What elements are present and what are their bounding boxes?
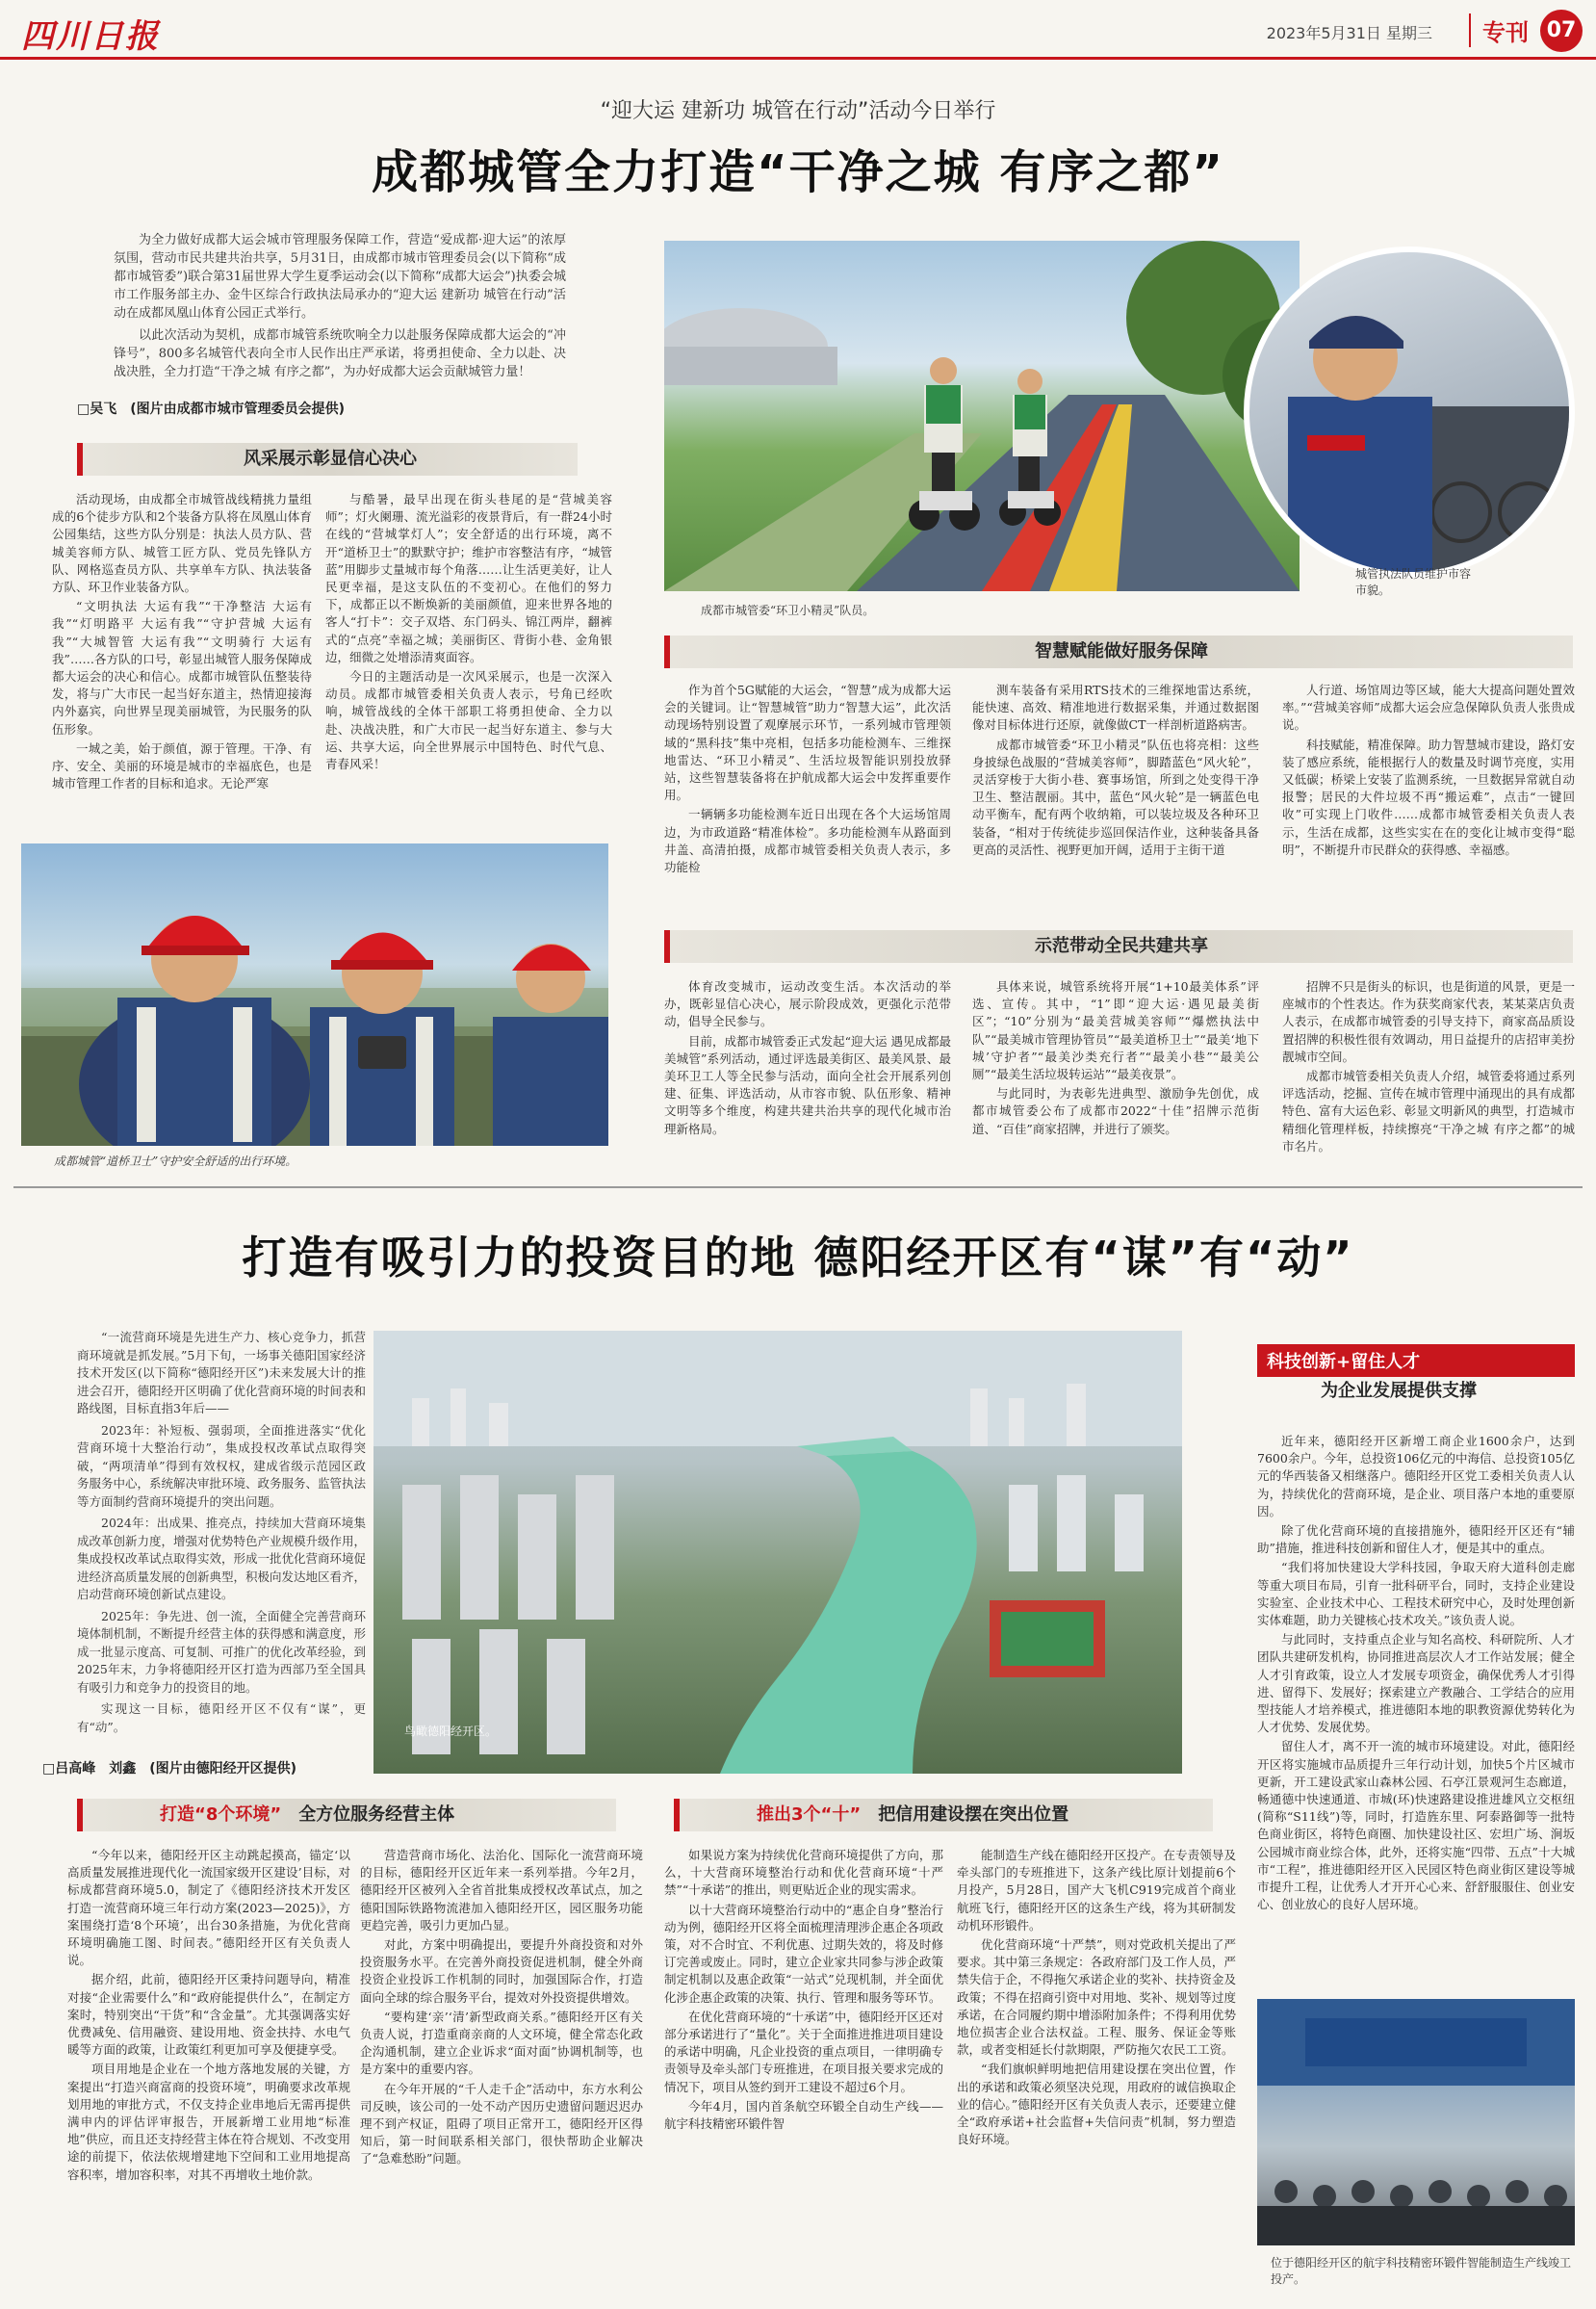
paragraph: 科技赋能，精准保障。助力智慧城市建设，路灯安装了感应系统，能根据行人的数量及时调节亮度，实用又低碳；桥梁上安装了监测系统，一旦数据异常就自动报警；居民的大件垃圾不再“搬运难”，点击“一键回收”可实现上门收件……成都市城管委相关负责人表示，生活在成都，这些实实在在的变化让城市变得“聪明”，不断提升市民群众的获得感、幸福感。	[1282, 737, 1575, 857]
side-title-black: 为企业发展提供支撑	[1321, 1381, 1477, 1401]
paragraph: 活动现场，由成都全市城管战线精挑力量组成的6个徒步方队和2个装备方队将在凤凰山体育公园集结，这些方队分别是：执法人员方队、营城美容师方队、城管工匠方队、党员先锋队方队、网格巡查员方队、共享单车方队、执法装备方队、环卫作业装备方队。	[52, 492, 312, 595]
caption-road-workers: 成都城管“道桥卫士”守护安全舒适的出行环境。	[54, 1154, 297, 1168]
paragraph: 以十大营商环境整治行动中的“惠企自身”整治行动为例，德阳经开区将全面梳理清理涉企惠企各项政策，对不合时宜、不利优惠、过期失效的，将及时修订完善或废止。同时，建立企业家共同参与涉企政策制定机制以及惠企政策“一站式”兑现机制，并全面优化涉企惠企政策的决策、执行、管理和服务等环节。	[664, 1902, 943, 2005]
officer-illustration	[1249, 252, 1569, 572]
article1-col6	[664, 978, 951, 1167]
paragraph: 营造营商市场化、法治化、国际化一流营商环境的目标，德阳经开区近年来一系列举措。今年2月，德阳经开区被列入全省首批集成授权改革试点，加之德阳国际铁路物流港加入德阳经开区，园区服务功能更趋完善，吸引力更加凸显。	[360, 1848, 643, 1933]
paragraph: 除了优化营商环境的直接措施外，德阳经开区还有“辅助”措施，推进科技创新和留住人才，便是其中的重点。	[1257, 1523, 1575, 1556]
section-head-red: 打造“8个环境”	[160, 1804, 282, 1825]
section-head-zhihui: 智慧赋能做好服务保障	[664, 636, 1573, 668]
paragraph: 一城之美，始于颜值，源于管理。干净、有序、安全、美丽的环境是城市的幸福底色，也是城市管理工作者的目标和追求。无论严寒	[52, 740, 312, 791]
article1-lead	[114, 231, 566, 395]
paragraph: 项目用地是企业在一个地方落地发展的关键，方案提出“打造兴商富商的投资环境”，明确要求改革规划用地的审批方式，不仅支持企业串地后无需再提供满申内的评估评审报告，开展新增工业用地“标准地”供应，而且还支持经营主体在符合规划、不改变用途的前提下，依法依规增建地下空间和工业用地提高容积率，增加容积率，对其不再增收土地价款。	[67, 2062, 350, 2182]
lead-paragraph: 以此次活动为契机，成都市城管系统吹响全力以赴服务保障成都大运会的“冲锋号”，800多名城管代表向全市人民作出庄严承诺，将勇担使命、全力以赴、决战决胜，全力打造“干净之城 有序之都”，为办好成都大运会贡献城管力量！	[114, 328, 566, 379]
caption-aerial: 鸟瞰德阳经开区。	[404, 1725, 498, 1738]
article2-col2	[360, 1847, 643, 2297]
paragraph: 测车装备有采用RTS技术的三维探地雷达系统，能快速、高效、精准地进行数据采集，并通过数据图像对目标体进行还原，就像做CT一样剖析道路病害。	[972, 683, 1259, 733]
caption-segway-patrol: 成都市城管委“环卫小精灵”队员。	[701, 604, 875, 617]
paragraph: 今日的主题活动是一次风采展示，也是一次深入动员。成都市城管委相关负责人表示，号角已经吹响，城管战线的全体干部职工将勇担使命、全力以赴、决战决胜，和广大市民一起当好东道主、参与大运、共享大运，向全世界展示中国特色、时代气息、青春风采！	[325, 669, 612, 772]
article2-byline: □吕高峰 刘鑫 (图片由德阳经开区提供)	[42, 1761, 297, 1777]
paragraph: 留住人才，离不开一流的城市环境建设。对此，德阳经开区将实施城市品质提升三年行动计划，加快5个片区城市更新，开工建设武家山森林公园、石亭江景观河生态廊道，畅通德中快速通道、市城(环)快速路建设推进雄风立交枢纽(简称“S11线”)等，同时，打造旌东里、阿泰路御等一批特色商业街区，将特色商圈、加快建设社区、宏坦广场、涧坂公园城市商业综合体，此外，还将实施“四带、五点”十大城市“工程”，推进德阳经开区入民园区特色商业街区建设等城市提升工程，让优秀人才开开心心来、舒舒服服住、创业安心、创业放心的良好人居环境。	[1257, 1739, 1575, 1912]
section-head-fengcai: 风采展示彰显信心决心	[77, 443, 578, 476]
article1-byline: □吴飞 (图片由成都市城市管理委员会提供)	[77, 402, 346, 417]
section-tag: 专刊	[1469, 13, 1529, 47]
paragraph: 成都市城管委相关负责人介绍，城管委将通过系列评选活动，挖掘、宣传在城市管理中涌现出的具有成都特色、富有大运色彩、彰显文明新风的典型，打造城市精细化管理样板，持续擦亮“干净之城 有序之都”的城市名片。	[1282, 1069, 1575, 1154]
paragraph: 据介绍，此前，德阳经开区秉持问题导向，精准对接“企业需要什么”和“政府能提供什么”，在制定方案时，特别突出“干货”和“含金量”。尤其强调落实好优费减免、信用融资、建设用地、资金扶持、水电气暖等方面的政策，让政策红利更加可享及便捷享受。	[67, 1972, 350, 2058]
article1-headline: 成都城管全力打造“干净之城 有序之都”	[372, 145, 1224, 199]
paragraph: 与酷暑，最早出现在街头巷尾的是“营城美容师”；灯火阑珊、流光溢彩的夜景背后，有一群24小时在线的“营城掌灯人”；安全舒适的出行环境，离不开“道桥卫士”的默默守护；维护市容整洁有序，“城管蓝”用脚步丈量城市每个角落……让生活更美好，让人民更幸福，是这支队伍的不变初心。在他们的努力下，成都正以不断焕新的美丽颜值，迎来世界各地的客人“打卡”：交子双塔、东门码头、锦江两岸，翻裤式的“点亮”幸福之城；美丽街区、背街小巷、金角银边，细微之处增添清爽面容。	[325, 492, 612, 664]
article1-col8	[1282, 978, 1575, 1167]
article2-side-text	[1257, 1433, 1575, 1972]
article1-col4	[972, 682, 1259, 911]
paragraph: “我们将加快建设大学科技园，争取天府大道科创走廊等重大项目布局，引育一批科研平台，同时，支持企业建设实验室、企业技术中心、工程技术研究中心，及时处理创新实体难题，助力关键核心技术攻关。”该负责人说。	[1257, 1560, 1575, 1628]
aerial-illustration	[373, 1331, 1182, 1774]
paragraph: 具体来说，城管系统将开展“1+10最美体系”评选、宣传。其中，“1”即“迎大运·遇见最美街区”；“10”分别为“最美营城美容师”“爆燃执法中队”“最美城市管理协管员”“最美道桥卫士”“最美‘地下城’守护者”“最美沙类充行者”“最美小巷”“最美公厕”“最美生活垃圾转运站”“最美夜景”。	[972, 979, 1259, 1082]
article1-kicker: “迎大运 建新功 城管在行动”活动今日举行	[600, 99, 996, 123]
photo-inset-circle	[1244, 246, 1575, 578]
article2-col1	[67, 1847, 350, 2297]
paragraph: “文明执法 大运有我”“干净整洁 大运有我”“灯明路平 大运有我”“守护营城 大运有我”“大城智管 大运有我”“文明骑行 大运有我”……各方队的口号，彰显出城管人服务保障成都大运会的决心和信心。成都市城管队伍整装待发，将与广大市民一起当好东道主，热情迎接海内外嘉宾，向世界呈现美丽城管，为民服务的队伍形象。	[52, 599, 312, 737]
photo-aerial-deyang	[373, 1331, 1182, 1774]
lead-paragraph: 2024年：出成果、推亮点，持续加大营商环境集成改革创新力度，增强对优势特色产业规模升级作用，集成投权改革试点取得实效，形成一批优化营商环境促进经济高质量发展的创新典型，积极向发达地区看齐，启动营商环境创新试点建设。	[77, 1516, 366, 1601]
article1-col1	[52, 491, 312, 834]
paragraph: 在优化营商环境的“十承诺”中，德阳经开区还对部分承诺进行了“量化”。关于全面推进推进项目建设的承诺中明确，凡企业投资的重点项目，一律明确专责领导及牵头部门专班推进，在项目报关要求完成的情况下，项目从签约到开工建设不超过6个月。	[664, 2009, 943, 2094]
paragraph: “今年以来，德阳经开区主动跳起摸高，锚定‘以高质量发展推进现代化一流国家级开区建设’目标，对标成都营商环境5.0，制定了《德阳经济技术开发区打造一流营商环境三年行动方案(2023—2025)》，方案围绕打造‘8个环境’，出台30条措施，为优化营商环境明确施工图、时间表。”德阳经开区有关负责人说。	[67, 1848, 350, 1968]
article-divider	[13, 1186, 1583, 1188]
paragraph: 体育改变城市，运动改变生活。本次活动的举办，既彰显信心决心，展示阶段成效，更强化示范带动，倡导全民参与。	[664, 979, 951, 1029]
caption-factory: 位于德阳经开区的航宇科技精密环锻件智能制造生产线竣工投产。	[1271, 2256, 1572, 2286]
paragraph: 优化营商环境“十严禁”，则对党政机关提出了严要求。其中第三条规定：各政府部门及工作人员，严禁失信于企，不得拖欠承诺企业的奖补、扶持资金及政策；不得在招商引资中对用地、奖补、规划等过度承诺，在合同履约期中增添附加条件；不得利用优势地位损害企业合法权益。工程、服务、保证金等账款，或者变相延长付款期限，严防拖欠农民工工资。	[957, 1937, 1236, 2058]
page-number: 07	[1540, 10, 1583, 52]
article1-col3	[664, 682, 951, 911]
lead-paragraph: 为全力做好成都大运会城市管理服务保障工作，营造“爱成都·迎大运”的浓厚氛围，营动市民共建共治共享，5月31日，由成都市城市管理委员会(以下简称“成都市城管委”)联合第31届世界大学生夏季运动会(以下简称“成都大运会”)执委会城市工作服务部主办、金牛区综合行政执法局承办的“迎大运 建新功 城管在行动”活动在成都凤凰山体育公园正式举行。	[114, 233, 566, 321]
paragraph: “要构建‘亲’‘清’新型政商关系。”德阳经开区有关负责人说，打造重商亲商的人文环境，健全常态化政企沟通机制，建立企业诉求“面对面”协调机制等，也是方案中的重要内容。	[360, 2009, 643, 2077]
paragraph: 对此，方案中明确提出，要提升外商投资和对外投资服务水平。在完善外商投资促进机制，健全外商投资企业投诉工作机制的同时，加强国际合作，打造面向全球的综合服务平台，提效对外投资提供增效。	[360, 1937, 643, 2005]
paragraph: 与此同时，为表彰先进典型、激励争先创优，成都市城管委公布了成都市2022“十佳”招牌示范街道、“百佳”商家招牌，并进行了颁奖。	[972, 1086, 1259, 1136]
article1-col2	[325, 491, 612, 834]
paragraph: “我们旗帜鲜明地把信用建设摆在突出位置，作出的承诺和政策必须坚决兑现，用政府的诚信换取企业的信心。”德阳经开区有关负责人表示，还要建立健全“政府承诺+社会监督+失信问责”机制，努力塑造良好环境。	[957, 2062, 1236, 2147]
photo-factory-event	[1257, 1999, 1575, 2245]
masthead	[0, 0, 1596, 60]
section-head-shifan: 示范带动全民共建共享	[664, 930, 1573, 963]
caption-officer: 城管执法队员维护市容市貌。	[1355, 567, 1472, 597]
section-head-3-ten	[674, 1799, 1213, 1831]
article2-col4	[957, 1847, 1236, 2297]
lead-paragraph: 2023年：补短板、强弱项，全面推进落实“优化营商环境十大整治行动”，集成投权改革试点取得突破，“两项清单”得到有效权权，建成省级示范园区政务服务中心，系统解决审批环境、政务服务、监管执法等方面制约营商环境提升的突出问题。	[77, 1422, 366, 1509]
article1-col7	[972, 978, 1259, 1167]
photo-segway-patrol	[664, 241, 1300, 591]
factory-illustration	[1257, 1999, 1575, 2245]
paragraph: 作为首个5G赋能的大运会，“智慧”成为成都大运会的关键词。让“智慧城管”助力“智慧大运”，此次活动现场特别设置了观摩展示环节，一系列城市管理领域的“黑科技”集中亮相，包括多功能检测车、三维探地雷达、“环卫小精灵”、生活垃圾智能识别投放驿站，这些智慧装备将在护航成都大运会中发挥重要作用。	[664, 683, 951, 803]
issue-date: 2023年5月31日 星期三	[1266, 24, 1432, 42]
section-head-black: 把信用建设摆在突出位置	[878, 1804, 1069, 1825]
lead-paragraph: 实现这一目标，德阳经开区不仅有“谋”，更有“动”。	[77, 1701, 366, 1734]
paragraph: 与此同时，支持重点企业与知名高校、科研院所、人才团队共建研发机构，协同推进高层次人才工作站发展；健全人才引育政策，设立人才发展专项资金，确保优秀人才引得进、留得下、发展好；探索建立产教融合、工学结合的应用型技能人才培养模式，推进德阳本地的职教资源优势转化为人才优势、发展优势。	[1257, 1632, 1575, 1735]
article2-lead	[77, 1329, 366, 1752]
lead-paragraph: 2025年：争先进、创一流，全面健全完善营商环境体制机制，不断提升经营主体的获得感和满意度，形成一批显示度高、可复制、可推广的优化改革经验，到2025年末，力争将德阳经开区打造为西部乃至全国具有吸引力和竞争力的投资目的地。	[77, 1608, 366, 1695]
paragraph: 招牌不只是街头的标识，也是街道的风景，更是一座城市的个性表达。作为获奖商家代表，某某菜店负责人表示，在成都市城管委的引导支持下，商家高品质设置招牌的积极性很有效调动，用日益提升的店招审美扮靓城市空间。	[1282, 979, 1575, 1064]
paragraph: 今年4月，国内首条航空环锻全自动生产线——航宇科技精密环锻件智	[664, 2098, 943, 2132]
side-title-red: 科技创新+留住人才	[1257, 1344, 1575, 1377]
paragraph: 在今年开展的“千人走千企”活动中，东方水利公司反映，该公司的一处不动产因历史遗留问题迟迟办理不到产权证，阻碍了项目正常开工，德阳经开区得知后，第一时间联系相关部门，很快帮助企业解决了“急难愁盼”问题。	[360, 2081, 643, 2166]
paragraph: 能制造生产线在德阳经开区投产。在专责领导及牵头部门的专班推进下，这条产线比原计划提前6个月投产，5月28日，国产大飞机C919完成首个商业航班飞行，德阳经开区的这条生产线，将为其研制发动机环形锻件。	[957, 1848, 1236, 1933]
paragraph: 成都市城管委“环卫小精灵”队伍也将亮相：这些身披绿色战服的“营城美容师”，脚踏蓝色“风火轮”，灵活穿梭于大街小巷、赛事场馆，所到之处变得干净卫生、整洁靓丽。其中，蓝色“风火轮”是一辆蓝色电动平衡车，配有两个收纳箱，可以装垃圾及各种环卫装备，“相对于传统徒步巡回保洁作业，这种装备具备更高的灵活性、视野更加开阔，适用于主街干道	[972, 737, 1259, 857]
article1-col5	[1282, 682, 1575, 911]
paragraph: 一辆辆多功能检测车近日出现在各个大运场馆周边，为市政道路“精准体检”。多功能检测车从路面到井盖、高清拍摄，成都市城管委相关负责人表示，多功能检	[664, 807, 951, 875]
paragraph: 如果说方案为持续优化营商环境提供了方向，那么，十大营商环境整治行动和优化营商环境“十严禁”“十承诺”的推出，则更贴近企业的现实需求。	[664, 1848, 943, 1898]
section-head-8-environments	[77, 1799, 616, 1831]
photo-road-workers	[21, 843, 608, 1146]
newspaper-logo: 四川日报	[21, 17, 160, 56]
segway-illustration	[664, 241, 1300, 591]
paragraph: 人行道、场馆周边等区域，能大大提高问题处置效率。”“营城美容师”成都大运会应急保障队负责人张贵成说。	[1282, 683, 1575, 733]
section-head-red: 推出3个“十”	[757, 1804, 862, 1825]
workers-illustration	[21, 843, 608, 1146]
article2-headline: 打造有吸引力的投资目的地 德阳经开区有“谋”有“动”	[242, 1232, 1354, 1284]
section-head-black: 全方位服务经营主体	[298, 1804, 455, 1825]
lead-paragraph: “一流营商环境是先进生产力、核心竞争力，抓营商环境就是抓发展。”5月下旬，一场事关德阳国家经济技术开发区(以下简称“德阳经开区”)未来发展大计的推进会召开，德阳经开区明确了优化营商环境的时间表和路线图，目标直指3年后——	[77, 1330, 366, 1415]
article2-col3	[664, 1847, 943, 2297]
paragraph: 近年来，德阳经开区新增工商企业1600余户，达到7600余户。今年，总投资106亿元的中海信、总投资105亿元的华西装备又相继落户。德阳经开区党工委相关负责人认为，持续优化的营商环境，是企业、项目落户本地的重要原因。	[1257, 1434, 1575, 1518]
paragraph: 目前，成都市城管委正式发起“迎大运 遇见成都最美城管”系列活动，通过评选最美街区、最美风景、最美环卫工人等全民参与活动，面向全社会开展系列创建、征集、评选活动，从市容市貌、队伍形象、精神文明等多个维度，构建共建共治共享的现代化城市治理新格局。	[664, 1033, 951, 1136]
